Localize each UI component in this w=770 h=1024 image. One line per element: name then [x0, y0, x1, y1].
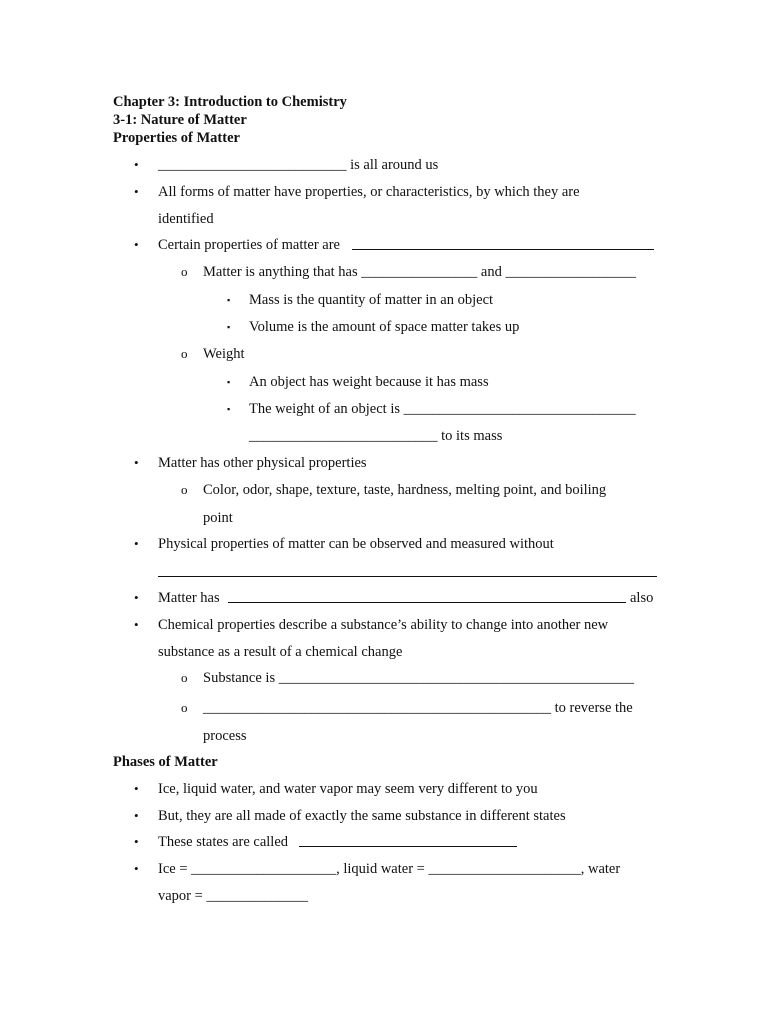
sub-list-item: Matter is anything that has ________________ and __________________: [203, 264, 636, 280]
sub-list-item: Weight: [203, 346, 245, 362]
sub-bullet: o: [181, 482, 188, 497]
list-item: But, they are all made of exactly the same substance in different states: [158, 808, 566, 824]
fill-in-blank-line: [228, 602, 626, 603]
list-item-continuation: vapor = ______________: [158, 888, 308, 904]
fill-in-blank-line: [352, 249, 654, 250]
square-bullet: ▪: [227, 377, 231, 387]
sub-list-item: ________________________________________________ to reverse the: [203, 700, 633, 716]
list-item: Chemical properties describe a substance’s ability to change into another new: [158, 617, 609, 633]
list-item: Ice = ____________________, liquid water = _____________________, water: [158, 861, 621, 877]
sub-bullet: o: [181, 670, 188, 685]
sub-sub-list-item: Mass is the quantity of matter in an object: [249, 292, 494, 308]
bullet: •: [134, 834, 139, 849]
bullet: •: [134, 590, 139, 605]
sub-sub-list-item: An object has weight because it has mass: [249, 374, 489, 390]
list-item: These states are called: [158, 834, 289, 850]
bullet: •: [134, 237, 139, 252]
sub-list-item: Color, odor, shape, texture, taste, hardness, melting point, and boiling: [203, 482, 607, 498]
bullet: •: [134, 781, 139, 796]
list-item: Matter has other physical properties: [158, 455, 367, 471]
sub-list-item-continuation: point: [203, 510, 233, 526]
list-item: Certain properties of matter are: [158, 237, 340, 253]
section-title: 3-1: Nature of Matter: [113, 112, 247, 128]
fill-in-blank-line: [299, 846, 517, 847]
bullet: •: [134, 536, 139, 551]
list-item: Physical properties of matter can be observed and measured without: [158, 536, 554, 552]
bullet: •: [134, 808, 139, 823]
fill-in-blank-line: [158, 576, 657, 577]
sub-sub-list-item-continuation: __________________________ to its mass: [249, 428, 503, 444]
sub-bullet: o: [181, 346, 188, 361]
properties-heading: Properties of Matter: [113, 130, 240, 146]
phases-heading: Phases of Matter: [113, 754, 218, 770]
square-bullet: ▪: [227, 404, 231, 414]
list-item: __________________________ is all around us: [158, 157, 439, 173]
bullet: •: [134, 157, 139, 172]
list-item-end: also: [630, 590, 654, 606]
list-item: Matter has: [158, 590, 220, 606]
sub-sub-list-item: The weight of an object is ________________________________: [249, 401, 636, 417]
sub-list-item: Substance is _________________________________________________: [203, 670, 634, 686]
bullet: •: [134, 184, 139, 199]
list-item: Ice, liquid water, and water vapor may seem very different to you: [158, 781, 538, 797]
list-item: All forms of matter have properties, or characteristics, by which they are: [158, 184, 580, 200]
sub-bullet: o: [181, 264, 188, 279]
list-item-continuation: substance as a result of a chemical change: [158, 644, 403, 660]
bullet: •: [134, 455, 139, 470]
chapter-title: Chapter 3: Introduction to Chemistry: [113, 94, 347, 110]
sub-bullet: o: [181, 700, 188, 715]
bullet: •: [134, 861, 139, 876]
square-bullet: ▪: [227, 295, 231, 305]
sub-list-item-continuation: process: [203, 728, 247, 744]
square-bullet: ▪: [227, 322, 231, 332]
list-item-continuation: identified: [158, 211, 214, 227]
bullet: •: [134, 617, 139, 632]
sub-sub-list-item: Volume is the amount of space matter takes up: [249, 319, 520, 335]
